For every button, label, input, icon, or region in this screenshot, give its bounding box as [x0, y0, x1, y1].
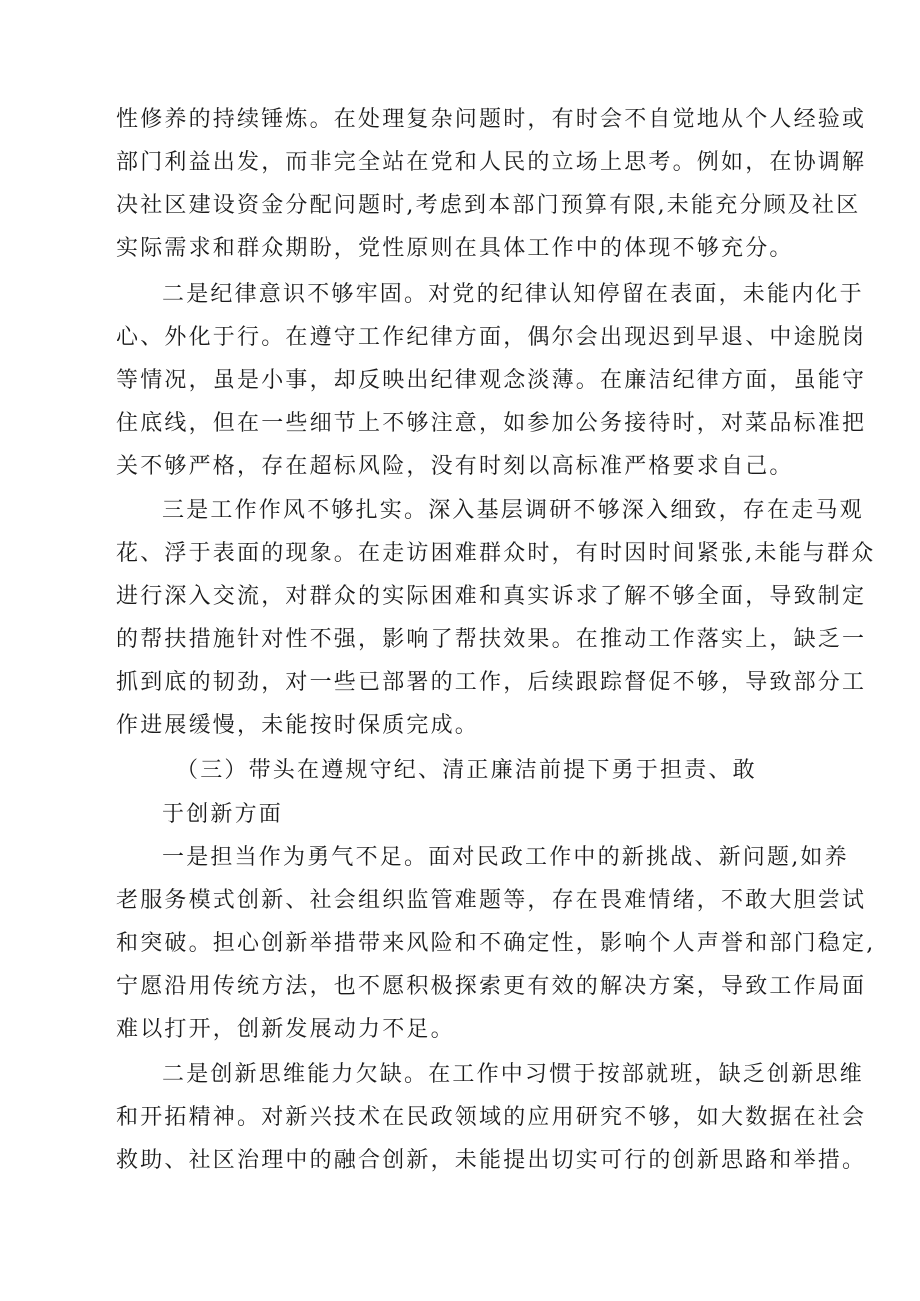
paragraph-line: 心、外化于行。在遵守工作纪律方面，偶尔会出现迟到早退、中途脱岗: [116, 325, 867, 350]
paragraph-line: 花、浮于表面的现象。在走访困难群众时，有时因时间紧张,未能与群众: [116, 541, 876, 566]
paragraph-line: 等情况，虽是小事，却反映出纪律观念淡薄。在廉洁纪律方面，虽能守: [116, 368, 867, 393]
paragraph-line: 难以打开，创新发展动力不足。: [116, 1017, 455, 1042]
paragraph-line: 二是纪律意识不够牢固。对党的纪律认知停留在表面，未能内化于: [162, 282, 864, 307]
paragraph-line: 关不够严格，存在超标风险，没有时刻以高标准严格要求自己。: [116, 454, 794, 479]
paragraph-line: 救助、社区治理中的融合创新，未能提出切实可行的创新思路和举措。: [116, 1148, 867, 1173]
paragraph-line: 部门利益出发，而非完全站在党和人民的立场上思考。例如，在协调解: [116, 150, 867, 175]
paragraph-line: 和开拓精神。对新兴技术在民政领域的应用研究不够，如大数据在社会: [116, 1105, 867, 1130]
paragraph-line: 一是担当作为勇气不足。面对民政工作中的新挑战、新问题,如养: [162, 845, 849, 870]
section-heading: （三）带头在遵规守纪、清正廉洁前提下勇于担责、敢: [176, 758, 757, 783]
paragraph-line: 决社区建设资金分配问题时,考虑到本部门预算有限,未能充分顾及社区: [116, 193, 861, 218]
paragraph-line: 老服务模式创新、社会组织监管难题等，存在畏难情绪，不敢大胆尝试: [116, 888, 867, 913]
paragraph-line: 作进展缓慢，未能按时保质完成。: [116, 713, 480, 738]
paragraph-line: 抓到底的韧劲，对一些已部署的工作，后续跟踪督促不够，导致部分工: [116, 670, 867, 695]
paragraph-line: 住底线，但在一些细节上不够注意，如参加公务接待时，对菜品标准把: [116, 411, 867, 436]
section-heading-continued: 于创新方面: [162, 802, 284, 827]
paragraph-line: 进行深入交流，对群众的实际困难和真实诉求了解不够全面，导致制定: [116, 584, 867, 609]
paragraph-line: 和突破。担心创新举措带来风险和不确定性，影响个人声誉和部门稳定,: [116, 931, 876, 956]
paragraph-line: 实际需求和群众期盼，党性原则在具体工作中的体现不够充分。: [116, 236, 794, 261]
paragraph-line: 宁愿沿用传统方法，也不愿积极探索更有效的解决方案，导致工作局面: [116, 974, 867, 999]
paragraph-line: 二是创新思维能力欠缺。在工作中习惯于按部就班，缺乏创新思维: [162, 1062, 864, 1087]
paragraph-line: 的帮扶措施针对性不强，影响了帮扶效果。在推动工作落实上，缺乏一: [116, 627, 867, 652]
paragraph-line: 性修养的持续锤炼。在处理复杂问题时，有时会不自觉地从个人经验或: [116, 107, 867, 132]
paragraph-line: 三是工作作风不够扎实。深入基层调研不够深入细致，存在走马观: [162, 498, 864, 523]
